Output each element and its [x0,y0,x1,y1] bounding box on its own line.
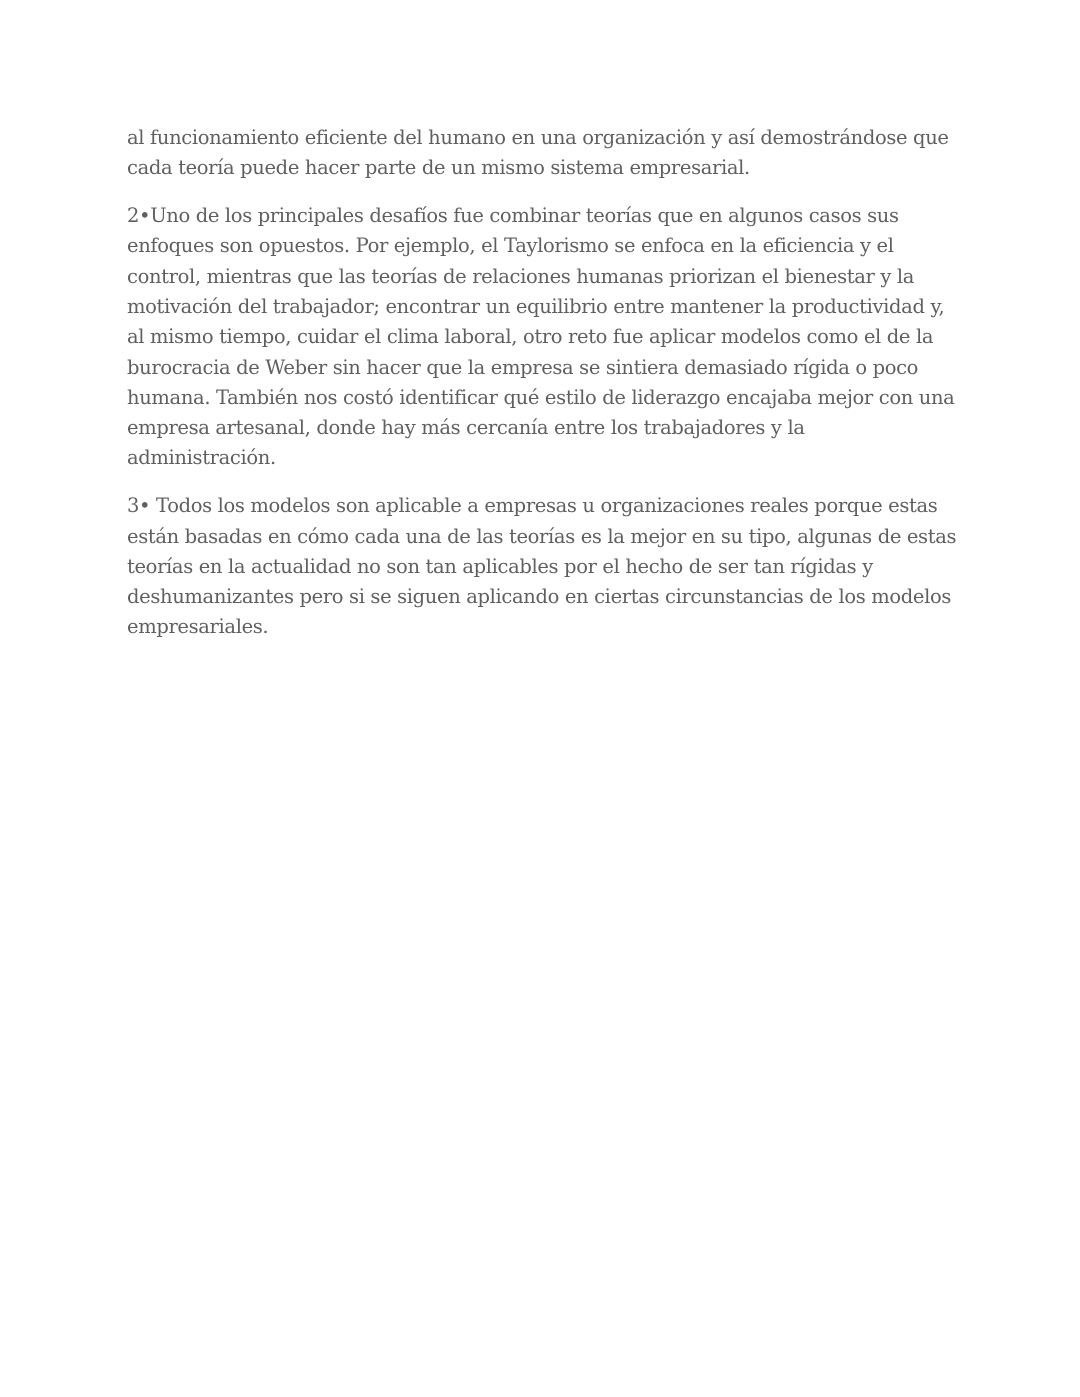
paragraph-answer-3: 3• Todos los modelos son aplicable a empresas u organizaciones reales porque estas están basadas en cómo cada una de las teorías es la mejor en su tipo, algunas de estas teorías en la actualidad no son tan aplicables por el hecho de ser tan rígidas y deshumanizantes pero si se siguen aplicando en ciertas circunstancias de los modelos empresariales. [127,494,957,639]
paragraph-answer-2: 2•Uno de los principales desafíos fue combinar teorías que en algunos casos sus enfoques son opuestos. Por ejemplo, el Taylorismo se enfoca en la eficiencia y el control, mientras que las teorías de relaciones humanas priorizan el bienestar y la motivación del trabajador; encontrar un equilibrio entre mantener la productividad y, al mismo tiempo, cuidar el clima laboral, otro reto fue aplicar modelos como el de la burocracia de Weber sin hacer que la empresa se sintiera demasiado rígida o poco humana. También nos costó identificar qué estilo de liderazgo encajaba mejor con una empresa artesanal, donde hay más cercanía entre los trabajadores y la administración. [127,204,955,470]
document-body [127,123,957,660]
paragraph-continuation: al funcionamiento eficiente del humano en una organización y así demostrándose que cada teoría puede hacer parte de un mismo sistema empresarial. [127,126,949,180]
